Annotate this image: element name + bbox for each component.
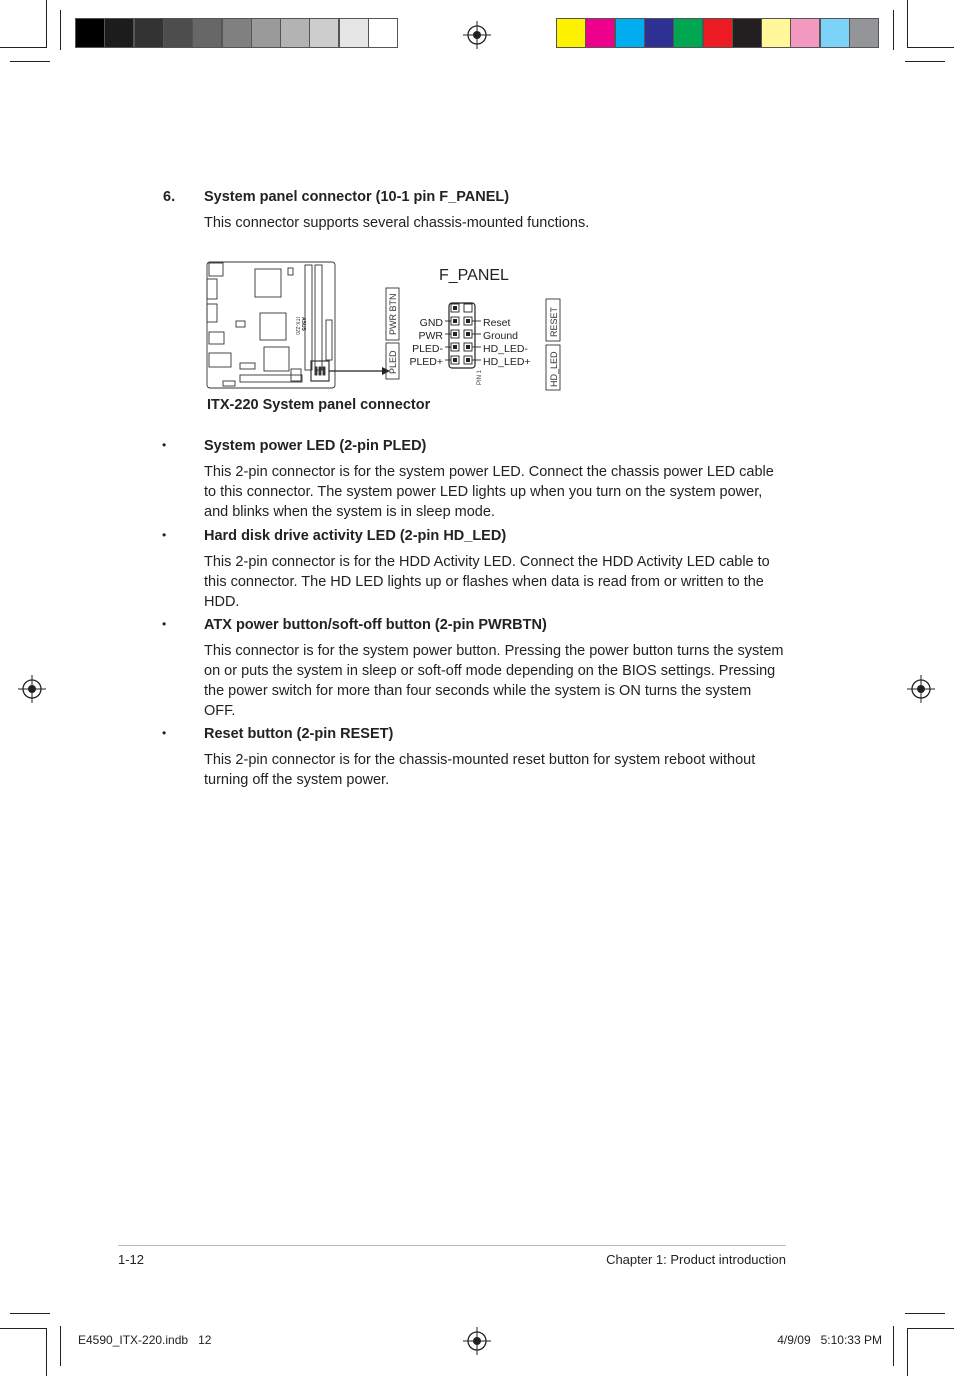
color-swatch: [732, 18, 762, 48]
crop-mark: [10, 61, 50, 62]
item-title: Hard disk drive activity LED (2-pin HD_LED): [204, 528, 507, 544]
pin1-label: PIN 1: [477, 369, 483, 385]
left-pin-label: PWR: [418, 330, 443, 342]
footer-page-number: 1-12: [118, 1252, 145, 1267]
item-text: This 2-pin connector is for the HDD Activity LED. Connect the HDD Activity LED cable to this connector. The HD LED lights up or flashes when data is read from or written to the HDD.: [204, 554, 770, 610]
gray-swatch: [339, 18, 369, 48]
color-swatch: [820, 18, 850, 48]
group-reset-label: RESET: [549, 306, 559, 337]
gray-swatch: [134, 18, 164, 48]
color-swatch: [673, 18, 703, 48]
pin: [464, 304, 472, 312]
right-pin-label: HD_LED-: [483, 343, 528, 355]
section-intro: This connector supports several chassis-mounted functions.: [204, 215, 590, 231]
crop-mark: [907, 0, 908, 48]
color-swatch: [585, 18, 615, 48]
crop-mark: [10, 1313, 50, 1314]
crop-mark: [0, 47, 46, 48]
crop-mark: [908, 47, 954, 48]
motherboard-outline: [207, 262, 335, 388]
connector-title: F_PANEL: [439, 267, 509, 284]
color-swatch: [615, 18, 645, 48]
color-swatch: [849, 18, 879, 48]
color-swatch: [790, 18, 820, 48]
registration-mark-icon: [18, 675, 46, 703]
crop-mark: [60, 1326, 61, 1366]
crop-mark: [0, 1328, 46, 1329]
crop-mark: [893, 10, 894, 50]
registration-mark-icon: [463, 21, 491, 49]
board-brand-label: ASUS: [300, 317, 306, 331]
item-text: This connector is for the system power button. Pressing the power button turns the system on or puts the system in sleep or soft-off mode depending on the BIOS settings. Pressing the power switch for more than four seconds while the system is ON turns the system OFF.: [204, 643, 784, 719]
color-swatch: [644, 18, 674, 48]
gray-swatch: [280, 18, 310, 48]
crop-mark: [46, 0, 47, 48]
registration-mark-icon: [907, 675, 935, 703]
left-pin-label: PLED+: [409, 356, 443, 368]
group-hd-led-label: HD_LED: [549, 351, 559, 387]
bullet: •: [162, 438, 167, 452]
bullet: •: [162, 726, 167, 740]
crop-mark: [908, 1328, 954, 1329]
item-title: System power LED (2-pin PLED): [204, 438, 427, 454]
f-panel-diagram: [200, 255, 580, 420]
crop-mark: [893, 1326, 894, 1366]
color-swatch: [556, 18, 586, 48]
gray-swatch: [222, 18, 252, 48]
group-pled-label: PLED: [388, 350, 398, 374]
crop-mark: [907, 1328, 908, 1376]
item-title: ATX power button/soft-off button (2-pin PWRBTN): [204, 617, 547, 633]
footer-rule: [118, 1245, 786, 1246]
section-title: System panel connector (10-1 pin F_PANEL): [204, 189, 510, 205]
gray-swatch: [75, 18, 105, 48]
gray-swatch: [163, 18, 193, 48]
item-text: This 2-pin connector is for the system power LED. Connect the chassis power LED cable to this connector. The system power LED lights up when you turn on the system power, and blinks when the system is in sleep mode.: [204, 464, 774, 520]
gray-swatch: [368, 18, 398, 48]
gray-swatch: [104, 18, 134, 48]
left-pin-label: PLED-: [412, 343, 443, 355]
diagram-caption: ITX-220 System panel connector: [207, 397, 431, 413]
crop-mark: [905, 1313, 945, 1314]
gray-swatch: [192, 18, 222, 48]
item-title: Reset button (2-pin RESET): [204, 726, 394, 742]
slug-date: 4/9/09 5:10:33 PM: [777, 1333, 882, 1347]
bullet: •: [162, 528, 167, 542]
slug-file: E4590_ITX-220.indb 12: [78, 1333, 212, 1347]
bullet: •: [162, 617, 167, 631]
group-pwr-btn-label: PWR BTN: [388, 293, 398, 335]
registration-mark-icon: [463, 1327, 491, 1355]
crop-mark: [46, 1328, 47, 1376]
color-swatch: [703, 18, 733, 48]
board-model-label: ITX-220: [294, 317, 300, 335]
right-pin-label: HD_LED+: [483, 356, 531, 368]
item-text: This 2-pin connector is for the chassis-mounted reset button for system reboot without turning off the system power.: [204, 752, 756, 788]
section-number: 6.: [163, 189, 176, 205]
pin-header: [445, 303, 481, 368]
right-pin-label: Reset: [483, 317, 511, 329]
gray-swatch: [251, 18, 281, 48]
left-pin-label: GND: [419, 317, 443, 329]
color-swatch: [761, 18, 791, 48]
footer-chapter: Chapter 1: Product introduction: [606, 1252, 786, 1267]
gray-swatch: [309, 18, 339, 48]
crop-mark: [905, 61, 945, 62]
crop-mark: [60, 10, 61, 50]
right-pin-label: Ground: [483, 330, 519, 342]
